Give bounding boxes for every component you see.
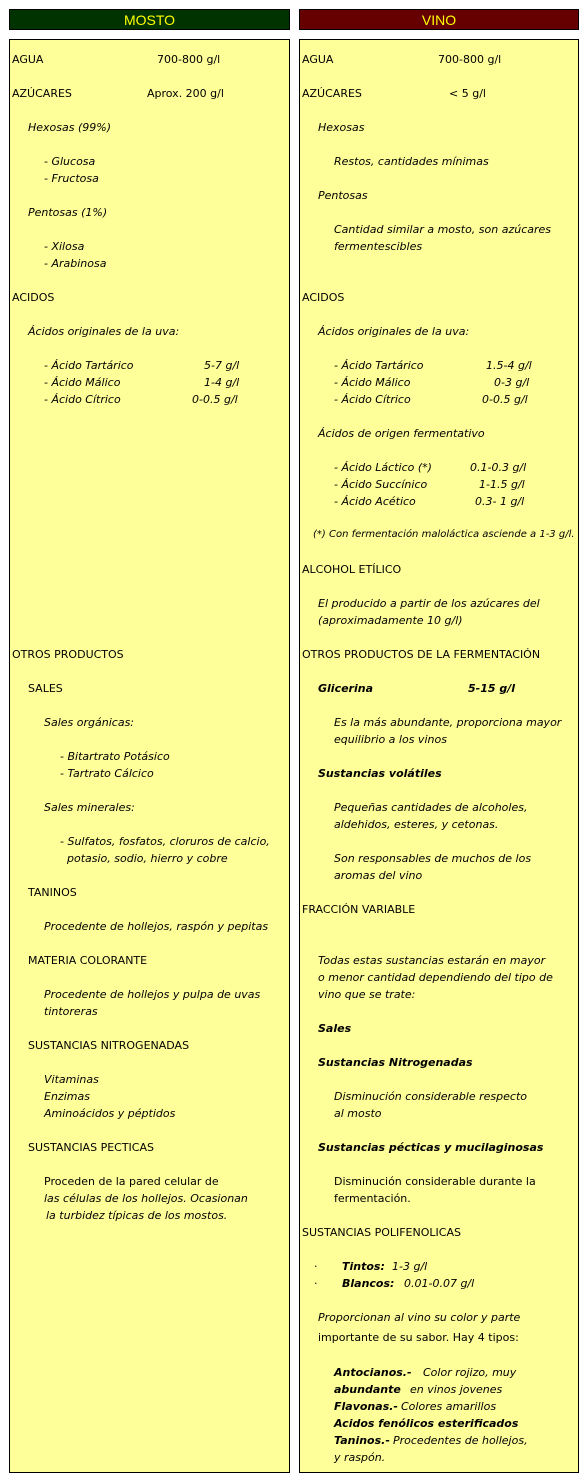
mosto-azucares-value: Aprox. 200 g/l <box>147 87 224 100</box>
vino-acidos-fermentativo: Ácidos de origen fermentativo <box>318 427 485 440</box>
mosto-pecticas-line3: la turbidez típicas de los mostos. <box>46 1209 228 1222</box>
vino-acidos: ACIDOS <box>302 291 345 304</box>
mosto-sales-minerales: Sales minerales: <box>44 801 135 814</box>
vino-glicerina-line2: equilibrio a los vinos <box>334 733 447 746</box>
vino-volatiles-line4: aromas del vino <box>334 869 423 882</box>
mosto-citrico: - Ácido Cítrico <box>44 393 121 406</box>
mosto-acidos-uva: Ácidos originales de la uva: <box>28 325 180 338</box>
vino-nitrogenadas: Sustancias Nitrogenadas <box>318 1056 473 1069</box>
mosto-sulfatos-line2: potasio, sodio, hierro y cobre <box>67 852 228 865</box>
vino-acidos-fenolicos: Acidos fenólicos esterificados <box>334 1417 519 1430</box>
vino-pentosas-line2: fermentescibles <box>334 240 423 253</box>
mosto-malico-value: 1-4 g/l <box>204 376 240 389</box>
vino-nitrogenadas-line1: Disminución considerable respecto <box>334 1090 527 1103</box>
vino-lactico: - Ácido Láctico (*) <box>334 461 432 474</box>
mosto-taninos: TANINOS <box>28 886 77 899</box>
vino-acetico: - Ácido Acético <box>334 495 416 508</box>
vino-acetico-value: 0.3- 1 g/l <box>475 495 525 508</box>
mosto-arabinosa: - Arabinosa <box>44 257 107 270</box>
vino-sales: Sales <box>318 1022 352 1035</box>
vino-pecticas: Sustancias pécticas y mucilaginosas <box>318 1141 544 1154</box>
mosto-nitrogenadas: SUSTANCIAS NITROGENADAS <box>28 1039 190 1052</box>
vino-taninos: Taninos.- <box>334 1434 390 1447</box>
mosto-acidos: ACIDOS <box>12 291 55 304</box>
vino-tartarico-value: 1.5-4 g/l <box>486 359 532 372</box>
vino-abundante-desc: en vinos jovenes <box>410 1383 503 1396</box>
mosto-glucosa: - Glucosa <box>44 155 96 168</box>
bullet-icon: · <box>314 1260 318 1273</box>
mosto-bitartrato: - Bitartrato Potásico <box>60 750 170 763</box>
mosto-pecticas: SUSTANCIAS PECTICAS <box>28 1141 154 1154</box>
vino-fraccion: FRACCIÓN VARIABLE <box>302 903 416 916</box>
vino-volatiles-line2: aldehidos, esteres, y cetonas. <box>334 818 499 831</box>
vino-pentosas-line1: Cantidad similar a mosto, son azúcares <box>334 223 552 236</box>
vino-pecticas-line1: Disminución considerable durante la <box>334 1175 536 1188</box>
mosto-pecticas-line2: las células de los hollejos. Ocasionan <box>44 1192 248 1205</box>
mosto-otros: OTROS PRODUCTOS <box>12 648 124 661</box>
vino-alcohol-line2: (aproximadamente 10 g/l) <box>318 614 463 627</box>
mosto-materia-line1: Procedente de hollejos y pulpa de uvas <box>44 988 261 1001</box>
vino-proporcionan-line2: importante de su sabor. Hay 4 tipos: <box>318 1331 519 1344</box>
bullet-icon: · <box>314 1277 318 1290</box>
vino-proporcionan-line1: Proporcionan al vino su color y parte <box>318 1311 521 1324</box>
vino-hexosas: Hexosas <box>318 121 365 134</box>
vino-citrico-value: 0-0.5 g/l <box>482 393 528 406</box>
vino-succinico: - Ácido Succínico <box>334 478 428 491</box>
vino-malico: - Ácido Málico <box>334 376 411 389</box>
vino-volatiles-line3: Son responsables de muchos de los <box>334 852 532 865</box>
vino-blancos-value: 0.01-0.07 g/l <box>404 1277 475 1290</box>
mosto-materia: MATERIA COLORANTE <box>28 954 148 967</box>
mosto-sales: SALES <box>28 682 63 695</box>
vino-taninos-desc: Procedentes de hollejos, <box>393 1434 528 1447</box>
vino-azucares-value: < 5 g/l <box>449 87 486 100</box>
vino-azucares-label: AZÚCARES <box>302 87 362 100</box>
mosto-aminoacidos: Aminoácidos y péptidos <box>44 1107 176 1120</box>
vino-succinico-value: 1-1.5 g/l <box>479 478 525 491</box>
vino-otros: OTROS PRODUCTOS DE LA FERMENTACIÓN <box>302 648 541 661</box>
mosto-azucares-label: AZÚCARES <box>12 87 72 100</box>
vino-glicerina: Glicerina <box>318 682 373 695</box>
mosto-agua-label: AGUA <box>12 53 44 66</box>
vino-abundante: abundante <box>334 1383 401 1396</box>
vino-pecticas-line2: fermentación. <box>334 1192 411 1205</box>
mosto-xilosa: - Xilosa <box>44 240 85 253</box>
vino-antocianos: Antocianos.- <box>334 1366 412 1379</box>
mosto-sulfatos-line1: - Sulfatos, fosfatos, cloruros de calcio, <box>60 835 270 848</box>
vino-pentosas: Pentosas <box>318 189 368 202</box>
mosto-materia-line2: tintoreras <box>44 1005 98 1018</box>
mosto-agua-value: 700-800 g/l <box>157 53 221 66</box>
mosto-tartarico: - Ácido Tartárico <box>44 359 134 372</box>
vino-agua-label: AGUA <box>302 53 334 66</box>
vino-lactico-value: 0.1-0.3 g/l <box>470 461 527 474</box>
vino-fraccion-line2: o menor cantidad dependiendo del tipo de <box>318 971 553 984</box>
vino-polifenolicas: SUSTANCIAS POLIFENOLICAS <box>302 1226 461 1239</box>
vino-flavonas-desc: Colores amarillos <box>401 1400 497 1413</box>
mosto-enzimas: Enzimas <box>44 1090 90 1103</box>
vino-taninos-line2: y raspón. <box>334 1451 386 1464</box>
vino-flavonas: Flavonas.- <box>334 1400 398 1413</box>
mosto-malico: - Ácido Málico <box>44 376 121 389</box>
mosto-pecticas-line1: Proceden de la pared celular de <box>44 1175 219 1188</box>
vino-alcohol: ALCOHOL ETÍLICO <box>302 563 402 576</box>
vino-alcohol-line1: El producido a partir de los azúcares del <box>318 597 540 610</box>
vino-antocianos-desc: Color rojizo, muy <box>423 1366 517 1379</box>
vino-volatiles-line1: Pequeñas cantidades de alcoholes, <box>334 801 528 814</box>
vino-blancos: Blancos: <box>342 1277 395 1290</box>
vino-agua-value: 700-800 g/l <box>438 53 502 66</box>
vino-tintos: Tintos: <box>342 1260 385 1273</box>
vino-volatiles: Sustancias volátiles <box>318 767 442 780</box>
vino-glicerina-value: 5-15 g/l <box>468 682 516 695</box>
mosto-tartarico-value: 5-7 g/l <box>204 359 240 372</box>
vino-fraccion-line1: Todas estas sustancias estarán en mayor <box>318 954 546 967</box>
mosto-sales-organicas: Sales orgánicas: <box>44 716 135 729</box>
mosto-tartrato: - Tartrato Cálcico <box>60 767 154 780</box>
vino-nitrogenadas-line2: al mosto <box>334 1107 382 1120</box>
vino-tintos-value: 1-3 g/l <box>392 1260 428 1273</box>
vino-acidos-uva: Ácidos originales de la uva: <box>318 325 470 338</box>
vino-malico-value: 0-3 g/l <box>494 376 530 389</box>
vino-tartarico: - Ácido Tartárico <box>334 359 424 372</box>
mosto-header: MOSTO <box>9 9 290 30</box>
vino-header: VINO <box>299 9 579 30</box>
mosto-citrico-value: 0-0.5 g/l <box>192 393 238 406</box>
mosto-taninos-desc: Procedente de hollejos, raspón y pepitas <box>44 920 269 933</box>
vino-hexosas-desc: Restos, cantidades mínimas <box>334 155 489 168</box>
mosto-hexosas: Hexosas (99%) <box>28 121 112 134</box>
vino-glicerina-line1: Es la más abundante, proporciona mayor <box>334 716 562 729</box>
vino-citrico: - Ácido Cítrico <box>334 393 411 406</box>
mosto-fructosa: - Fructosa <box>44 172 99 185</box>
vino-fraccion-line3: vino que se trate: <box>318 988 416 1001</box>
vino-nota-malolactica: (*) Con fermentación maloláctica asciende a 1-3 g/l. <box>313 529 575 540</box>
mosto-pentosas: Pentosas (1%) <box>28 206 108 219</box>
mosto-vitaminas: Vitaminas <box>44 1073 99 1086</box>
